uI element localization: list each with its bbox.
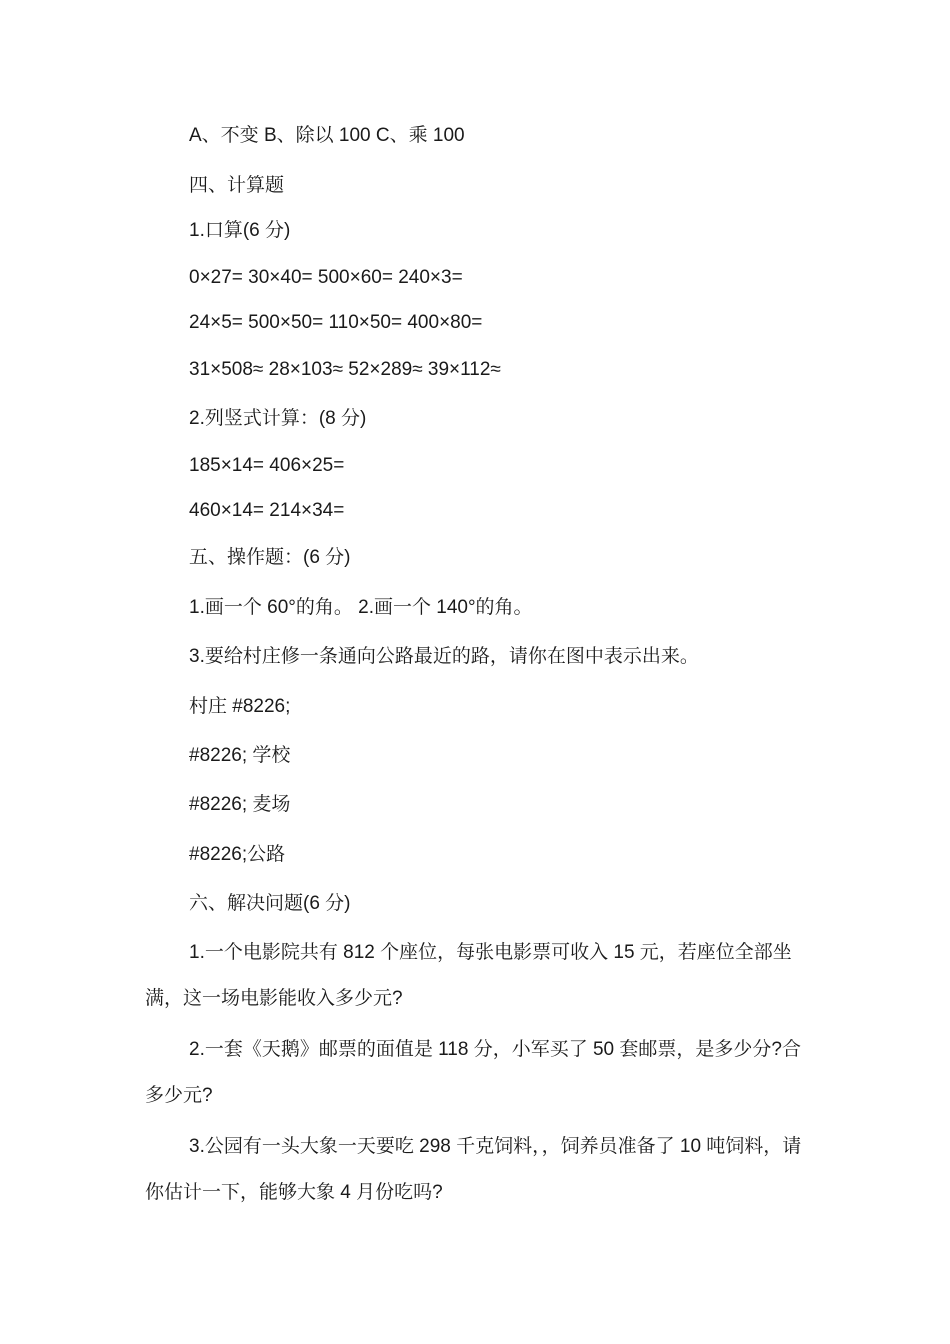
mental-math-heading: 1.口算(6 分) (189, 220, 291, 241)
problem-2-paragraph: 2.一套《天鹅》邮票的面值是 118 分，小军买了 50 套邮票，是多少分?合多少元? (145, 1039, 801, 1106)
mental-math-row-1: 0×27= 30×40= 500×60= 240×3= (189, 267, 463, 288)
mental-math-row-2: 24×5= 500×50= 110×50= 400×80= (189, 312, 483, 333)
map-label-road: #8226;公路 (189, 844, 286, 865)
section-heading-problems: 六、解决问题(6 分) (189, 893, 351, 914)
problem-3-paragraph: 3.公园有一头大象一天要吃 298 千克饲料，，饲养员准备了 10 吨饲料，请你估计一下，能够大象 4 月份吃吗? (145, 1136, 802, 1203)
operation-item-angles: 1.画一个 60°的角。 2.画一个 140°的角。 (189, 597, 533, 618)
vertical-calc-row-2: 460×14= 214×34= (189, 500, 345, 521)
map-label-village: 村庄 #8226; (189, 696, 291, 717)
vertical-calc-heading: 2.列竖式计算：(8 分) (189, 408, 367, 429)
vertical-calc-row-1: 185×14= 406×25= (189, 455, 345, 476)
operation-item-road: 3.要给村庄修一条通向公路最近的路，请你在图中表示出来。 (189, 646, 699, 667)
map-label-wheat-field: #8226; 麦场 (189, 794, 291, 815)
section-heading-operation: 五、操作题：(6 分) (189, 547, 351, 568)
choice-options-line: A、不变 B、除以 100 C、乘 100 (189, 125, 465, 146)
estimation-row: 31×508≈ 28×103≈ 52×289≈ 39×112≈ (189, 359, 501, 380)
problem-1-paragraph: 1.一个电影院共有 812 个座位，每张电影票可收入 15 元，若座位全部坐满，这一场电影能收入多少元? (145, 942, 792, 1009)
map-label-school: #8226; 学校 (189, 745, 291, 766)
section-heading-calculation: 四、计算题 (189, 175, 285, 196)
